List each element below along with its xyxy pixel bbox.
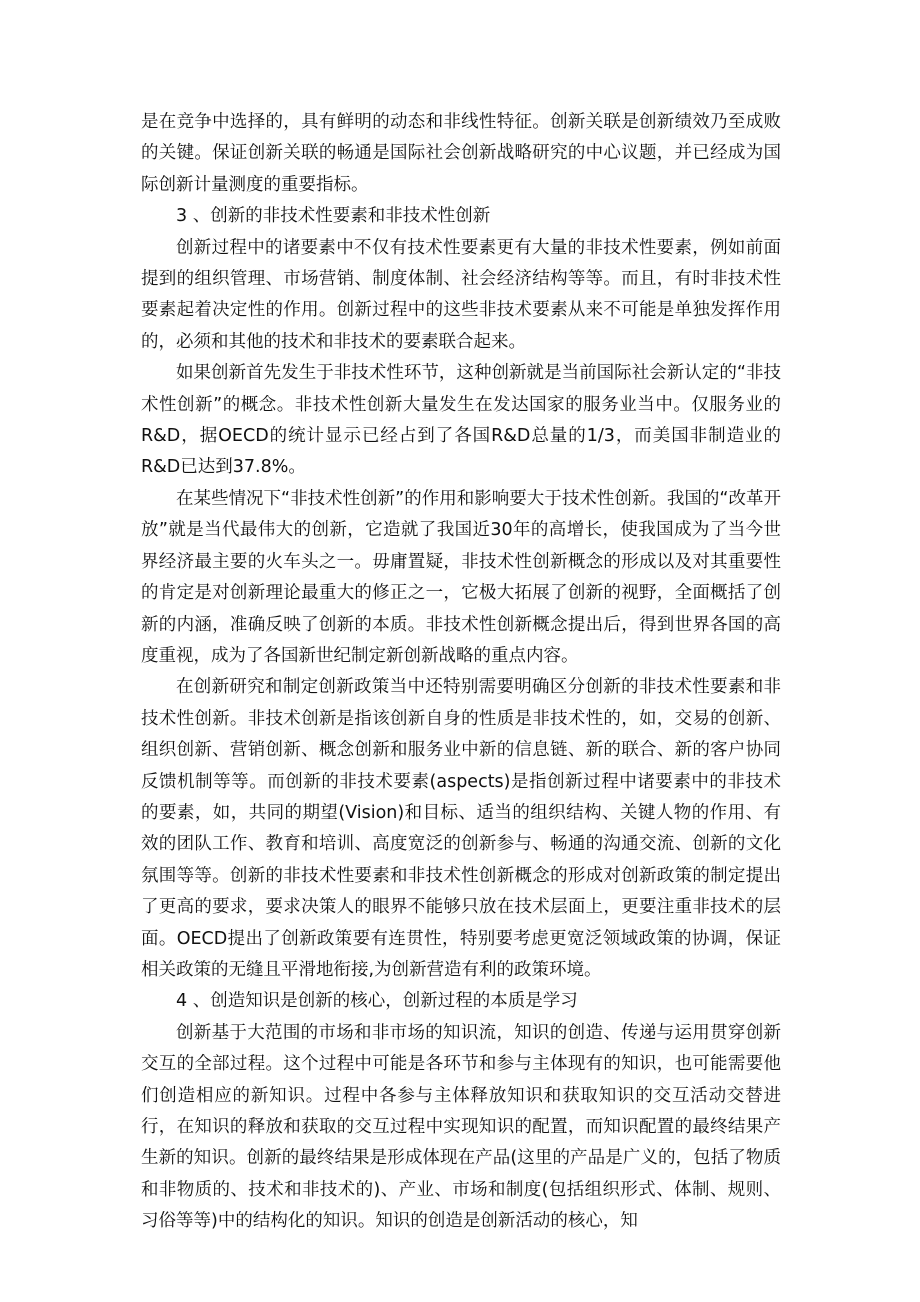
paragraph: 如果创新首先发生于非技术性环节，这种创新就是当前国际社会新认定的“非技术性创新”的概念。非技术性创新大量发生在发达国家的服务业当中。仅服务业的R&D，据OECD的统计显示已经占到了各国R&D总量的1/3，而美国非制造业的R&D已达到37.8%。 — [141, 363, 781, 478]
paragraph: 创新基于大范围的市场和非市场的知识流，知识的创造、传递与运用贯穿创新交互的全部过程。这个过程中可能是各环节和参与主体现有的知识，也可能需要他们创造相应的新知识。过程中各参与主体释放知识和获取知识的交互活动交替进行，在知识的释放和获取的交互过程中实现知识的配置，而知识配置的最终结果产生新的知识。创新的最终结果是形成体现在产品(这里的产品是广义的，包括了物质和非物质的、技术和非技术的)、产业、市场和制度(包括组织形式、体制、规则、习俗等等)中的结构化的知识。知识的创造是创新活动的核心，知 — [141, 1022, 781, 1232]
paragraph: 在创新研究和制定创新政策当中还特别需要明确区分创新的非技术性要素和非技术性创新。非技术创新是指该创新自身的性质是非技术性的，如，交易的创新、组织创新、营销创新、概念创新和服务业中新的信息链、新的联合、新的客户协同反馈机制等等。而创新的非技术要素(aspects)是指创新过程中诸要素中的非技术的要素，如，共同的期望(Vision)和目标、适当的组织结构、关键人物的作用、有效的团队工作、教育和培训、高度宽泛的创新参与、畅通的沟通交流、创新的文化氛围等等。创新的非技术性要素和非技术性创新概念的形成对创新政策的制定提出了更高的要求，要求决策人的眼界不能够只放在技术层面上，更要注重非技术的层面。OECD提出了创新政策要有连贯性，特别要考虑更宽泛领域政策的协调，保证相关政策的无缝且平滑地衔接,为创新营造有利的政策环境。 — [141, 677, 781, 980]
paragraph: 创新过程中的诸要素中不仅有技术性要素更有大量的非技术性要素，例如前面提到的组织管理、市场营销、制度体制、社会经济结构等等。而且，有时非技术性要素起着决定性的作用。创新过程中的这些非技术要素从来不可能是单独发挥作用的，必须和其他的技术和非技术的要素联合起来。 — [141, 237, 781, 352]
section-heading-4: 4 、创造知识是创新的核心，创新过程的本质是学习 — [176, 991, 578, 1012]
document-body — [141, 107, 781, 1238]
paragraph-continuation: 是在竞争中选择的，具有鲜明的动态和非线性特征。创新关联是创新绩效乃至成败的关键。保证创新关联的畅通是国际社会创新战略研究的中心议题，并已经成为国际创新计量测度的重要指标。 — [141, 112, 781, 195]
paragraph: 在某些情况下“非技术性创新”的作用和影响要大于技术性创新。我国的“改革开放”就是当代最伟大的创新，它造就了我国近30年的高增长，使我国成为了当今世界经济最主要的火车头之一。毋庸置疑，非技术性创新概念的形成以及对其重要性的肯定是对创新理论最重大的修正之一，它极大拓展了创新的视野，全面概括了创新的内涵，准确反映了创新的本质。非技术性创新概念提出后，得到世界各国的高度重视，成为了各国新世纪制定新创新战略的重点内容。 — [141, 488, 781, 666]
section-heading-3: 3 、创新的非技术性要素和非技术性创新 — [176, 206, 491, 227]
